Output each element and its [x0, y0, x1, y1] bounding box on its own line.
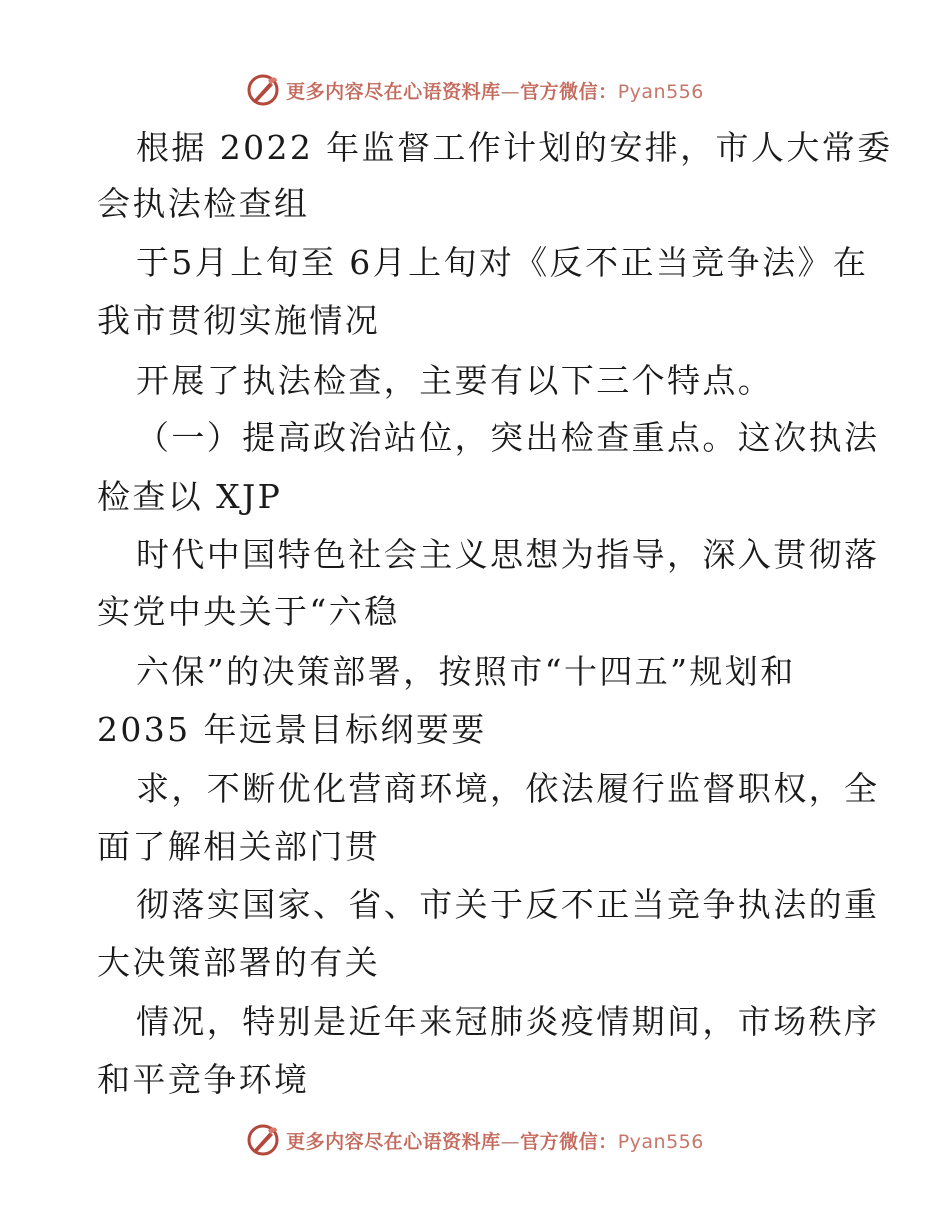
- banner-separator: —: [500, 1130, 521, 1153]
- text-line: 六保”的决策部署，按照市“十四五”规划和: [136, 652, 796, 691]
- text-line: 于5月上旬至 6月上旬对《反不正当竞争法》在: [136, 243, 869, 282]
- banner-official-text: 官方微信：: [520, 1130, 618, 1153]
- banner-wechat-id: Pyan556: [617, 80, 704, 103]
- text-line: （一）提高政治站位，突出检查重点。这次执法: [136, 418, 880, 457]
- header-banner: [0, 70, 950, 110]
- text-line: 时代中国特色社会主义思想为指导，深入贯彻落: [136, 535, 880, 574]
- text-line: 会执法检查组: [97, 184, 310, 223]
- text-line: 开展了执法检查，主要有以下三个特点。: [136, 361, 774, 400]
- text-line: 大决策部署的有关: [97, 943, 381, 982]
- text-line: 面了解相关部门贯: [97, 827, 381, 866]
- banner-separator: —: [500, 80, 521, 103]
- banner-text: [286, 77, 704, 104]
- banner-wechat-id: Pyan556: [617, 1130, 704, 1153]
- banner-text: [286, 1127, 704, 1154]
- text-line: 彻落实国家、省、市关于反不正当竞争执法的重: [136, 885, 880, 924]
- footer-banner: [0, 1120, 950, 1160]
- banner-official-text: 官方微信：: [520, 80, 618, 103]
- banner-site-text: 更多内容尽在心语资料库: [286, 80, 501, 103]
- text-line: 2035 年远景目标纲要要: [97, 710, 487, 749]
- quill-logo-icon: [246, 73, 280, 107]
- text-line: 求，不断优化营商环境，依法履行监督职权，全: [136, 769, 880, 808]
- text-line: 根据 2022 年监督工作计划的安排，市人大常委: [136, 128, 893, 167]
- text-line: 情况，特别是近年来冠肺炎疫情期间，市场秩序: [136, 1002, 880, 1041]
- text-line: 实党中央关于“六稳: [97, 592, 400, 631]
- text-line: 检查以 XJP: [97, 477, 283, 516]
- banner-site-text: 更多内容尽在心语资料库: [286, 1130, 501, 1153]
- text-line: 我市贯彻实施情况: [97, 301, 381, 340]
- text-line: 和平竞争环境: [97, 1060, 310, 1099]
- quill-logo-icon: [246, 1123, 280, 1157]
